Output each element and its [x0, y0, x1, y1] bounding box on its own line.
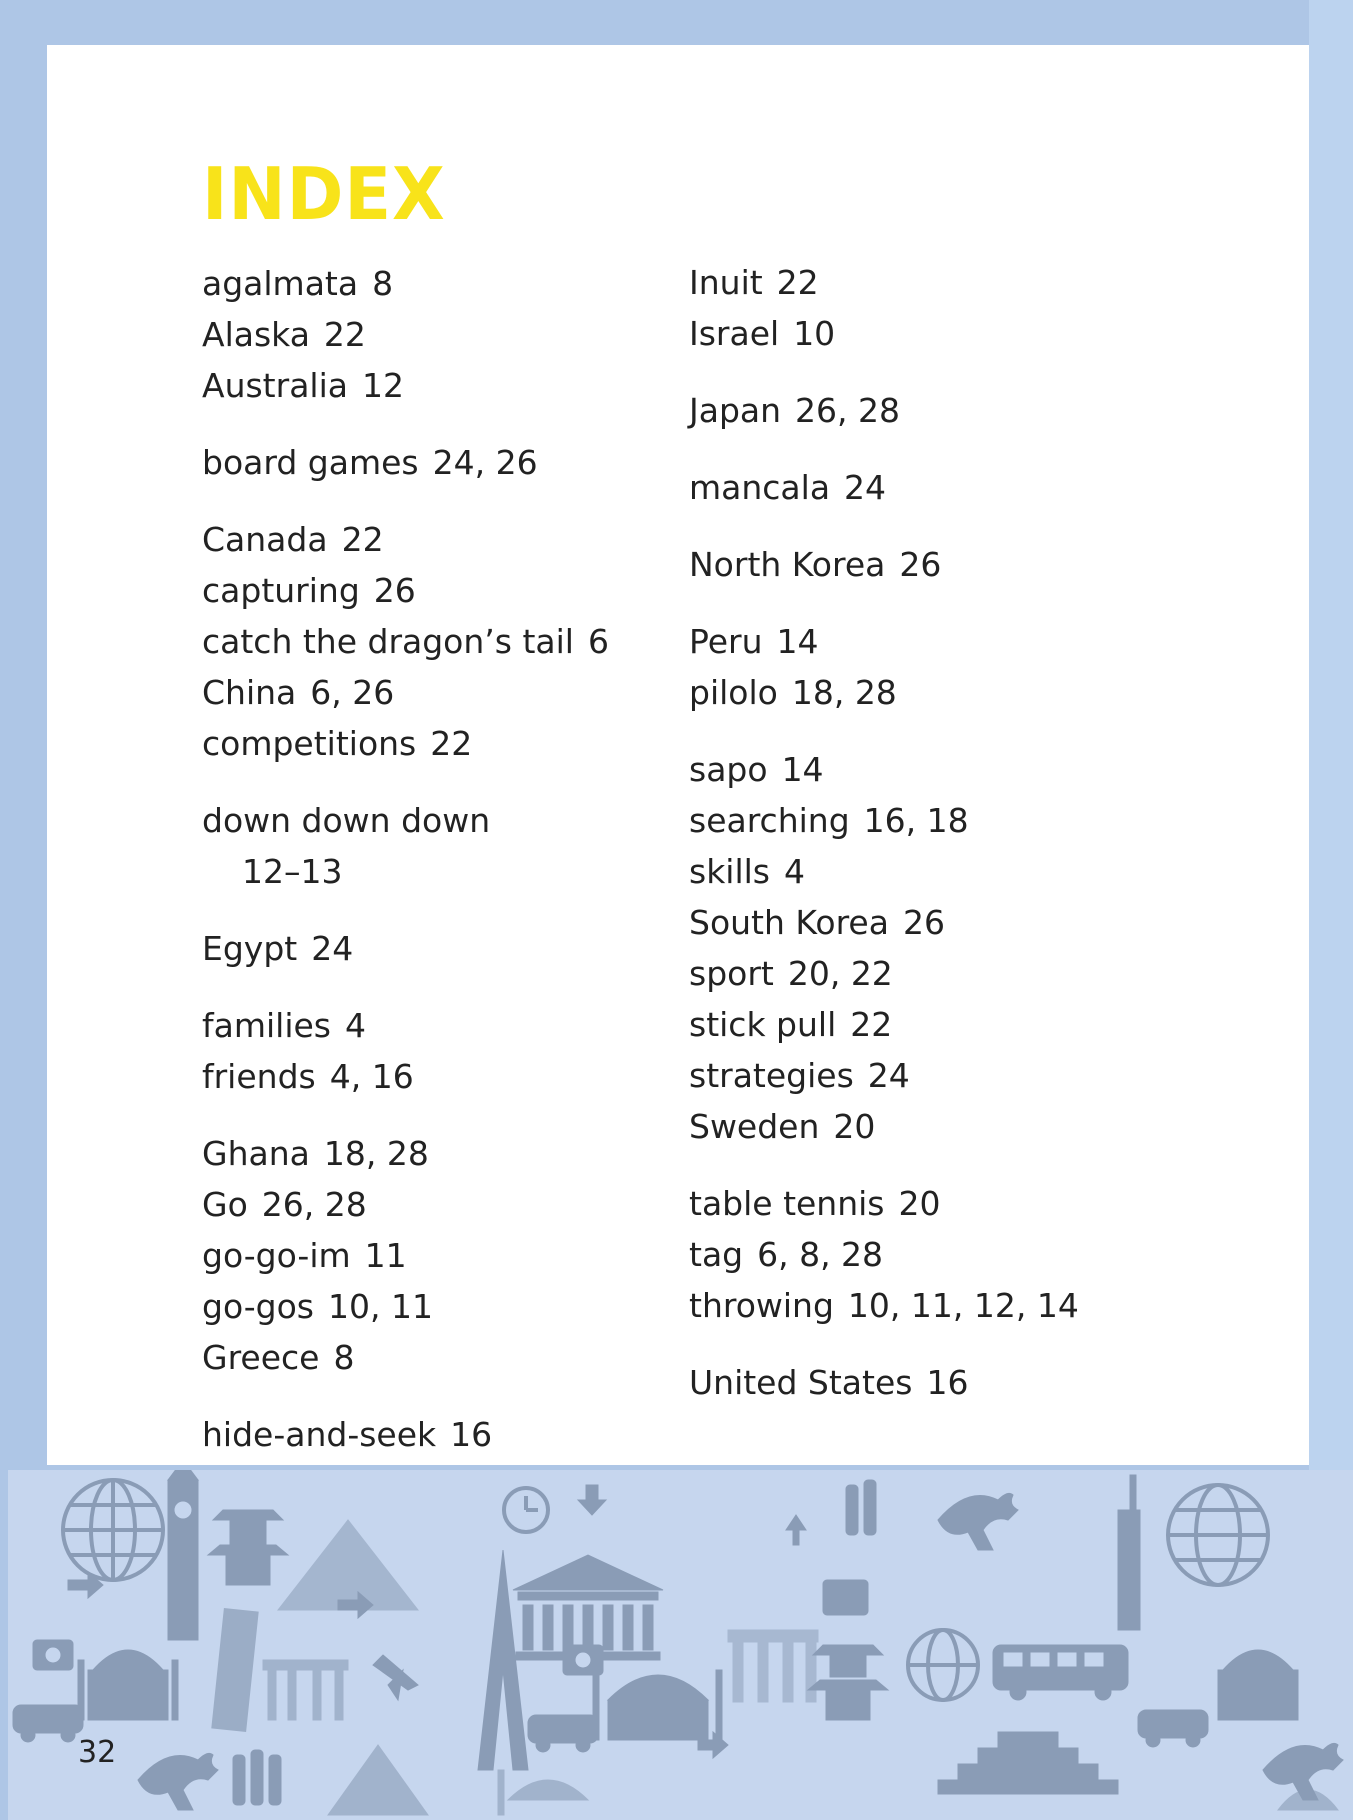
index-term: Egypt	[202, 929, 298, 968]
index-term: sport	[689, 954, 774, 993]
index-page-refs: 8	[372, 264, 394, 303]
index-entry	[689, 795, 1169, 846]
mosque-icon	[593, 1670, 722, 1740]
index-term: strategies	[689, 1056, 854, 1095]
index-entry	[689, 616, 1169, 667]
index-page-refs: 24	[844, 468, 887, 507]
index-page-refs: 6	[587, 622, 609, 661]
index-group	[202, 1128, 682, 1383]
index-page-refs: 24, 26	[432, 443, 538, 482]
index-term: agalmata	[202, 264, 359, 303]
index-entry	[689, 846, 1169, 897]
index-page-refs: 20	[898, 1184, 941, 1223]
index-group	[202, 923, 682, 974]
pyramid-icon	[938, 1732, 1118, 1794]
index-page-refs: 26	[902, 903, 945, 942]
taj-mahal-icon	[1218, 1650, 1298, 1720]
index-entry	[202, 1409, 682, 1460]
index-term: Peru	[689, 622, 763, 661]
kangaroo-icon	[938, 1493, 1018, 1550]
index-entry	[202, 667, 682, 718]
index-entry	[202, 1281, 682, 1332]
index-term: searching	[689, 801, 850, 840]
landmarks-pattern	[8, 1470, 1353, 1820]
index-column-left	[202, 258, 682, 1486]
index-page-refs: 16	[450, 1415, 493, 1454]
index-page-refs: 14	[776, 622, 819, 661]
index-entry	[689, 948, 1169, 999]
index-page-refs: 12–13	[242, 852, 343, 891]
index-term: Ghana	[202, 1134, 310, 1173]
index-term: table tennis	[689, 1184, 885, 1223]
index-page-refs: 16, 18	[863, 801, 969, 840]
index-group	[202, 795, 682, 897]
index-group	[689, 539, 1169, 590]
index-page-refs: 24	[867, 1056, 910, 1095]
index-entry	[202, 1128, 682, 1179]
index-page-refs: 12	[361, 366, 404, 405]
index-term: Japan	[689, 391, 782, 430]
index-entry	[689, 1050, 1169, 1101]
index-term: throwing	[689, 1286, 834, 1325]
index-group	[689, 1178, 1169, 1331]
clock-tower-icon	[168, 1470, 198, 1640]
index-term: families	[202, 1006, 331, 1045]
index-page-refs: 10, 11	[328, 1287, 433, 1326]
gate-icon	[728, 1630, 818, 1702]
index-entry	[689, 1101, 1169, 1152]
index-entry	[689, 539, 1169, 590]
bus-icon	[993, 1645, 1128, 1700]
index-term: pilolo	[689, 673, 778, 712]
index-entry	[689, 1357, 1169, 1408]
index-page-refs: 4, 16	[329, 1057, 414, 1096]
index-entry	[202, 309, 682, 360]
index-page-refs: 22	[430, 724, 473, 763]
index-entry	[202, 437, 682, 488]
index-page-refs: 10	[793, 314, 836, 353]
index-term: South Korea	[689, 903, 889, 942]
page-number: 32	[78, 1735, 117, 1770]
index-entry	[202, 795, 682, 897]
index-page-refs: 4	[784, 852, 806, 891]
index-page-refs: 26	[373, 571, 416, 610]
index-entry	[202, 1000, 682, 1051]
index-entry	[689, 897, 1169, 948]
index-term: tag	[689, 1235, 744, 1274]
pagoda-icon	[808, 1645, 888, 1720]
index-group	[202, 437, 682, 488]
index-term: stick pull	[689, 1005, 837, 1044]
index-entry	[689, 999, 1169, 1050]
index-page-refs: 24	[311, 929, 354, 968]
index-entry	[689, 1178, 1169, 1229]
index-entry	[202, 1051, 682, 1102]
index-page-refs: 22	[341, 520, 384, 559]
index-page-refs: 22	[776, 263, 819, 302]
suitcase-icon	[823, 1580, 868, 1615]
index-entry	[202, 360, 682, 411]
index-group	[202, 258, 682, 411]
index-group	[202, 514, 682, 769]
pyramid-icon	[278, 1520, 418, 1610]
index-term: sapo	[689, 750, 768, 789]
index-term: Sweden	[689, 1107, 820, 1146]
index-term: capturing	[202, 571, 360, 610]
index-group	[689, 616, 1169, 718]
mosque-icon	[498, 1770, 1338, 1815]
statue-of-liberty-icon	[1118, 1475, 1140, 1630]
index-term: United States	[689, 1363, 913, 1402]
airplane-icon	[373, 1655, 418, 1700]
pisa-tower-icon	[212, 1609, 258, 1732]
index-entry	[202, 1179, 682, 1230]
index-page-refs: 6, 8, 28	[757, 1235, 884, 1274]
index-term: Israel	[689, 314, 780, 353]
index-page-refs: 14	[781, 750, 824, 789]
index-page-refs: 22	[323, 315, 366, 354]
index-page-refs: 10, 11, 12, 14	[847, 1286, 1079, 1325]
index-entry	[689, 385, 1169, 436]
index-entry	[689, 744, 1169, 795]
index-entry	[689, 667, 1169, 718]
index-entry	[689, 308, 1169, 359]
index-page-refs: 11	[364, 1236, 407, 1275]
index-entry	[202, 718, 682, 769]
index-term: Go	[202, 1185, 248, 1224]
kangaroo-icon	[138, 1743, 1343, 1810]
index-term: friends	[202, 1057, 316, 1096]
index-term: Alaska	[202, 315, 310, 354]
index-page-refs: 8	[333, 1338, 355, 1377]
index-term: catch the dragon’s tail	[202, 622, 574, 661]
index-page-refs: 16	[926, 1363, 969, 1402]
index-page-refs: 26, 28	[795, 391, 901, 430]
index-term: China	[202, 673, 297, 712]
index-term: Inuit	[689, 263, 763, 302]
index-page-refs: 20	[833, 1107, 876, 1146]
brandenburg-gate-icon	[263, 1660, 348, 1720]
index-group	[689, 1357, 1169, 1408]
index-entry	[689, 1229, 1169, 1280]
index-page-refs: 20, 22	[787, 954, 893, 993]
index-term: hide-and-seek	[202, 1415, 437, 1454]
index-page-refs: 18, 28	[791, 673, 897, 712]
index-page-refs: 6, 26	[310, 673, 395, 712]
clock-icon	[504, 1488, 548, 1532]
index-term: Australia	[202, 366, 348, 405]
globe-icon	[1168, 1485, 1268, 1585]
index-group	[689, 385, 1169, 436]
index-entry	[202, 258, 682, 309]
taj-mahal-icon	[78, 1650, 178, 1720]
index-page-refs: 22	[850, 1005, 893, 1044]
index-page-refs: 26	[899, 545, 942, 584]
index-entry	[202, 514, 682, 565]
index-term: mancala	[689, 468, 831, 507]
index-term: skills	[689, 852, 771, 891]
index-entry	[202, 1332, 682, 1383]
page-title: INDEX	[202, 152, 446, 236]
globe-icon	[63, 1480, 163, 1580]
globe-icon	[908, 1630, 978, 1700]
index-entry	[689, 1280, 1169, 1331]
index-term: Canada	[202, 520, 328, 559]
index-page-refs: 18, 28	[323, 1134, 429, 1173]
index-term: go-go-im	[202, 1236, 351, 1275]
pagoda-icon	[208, 1510, 288, 1585]
index-term: down down down	[202, 801, 491, 840]
index-term: board games	[202, 443, 419, 482]
index-group	[689, 462, 1169, 513]
index-entry	[689, 257, 1169, 308]
index-term: go-gos	[202, 1287, 314, 1326]
travel-landmarks-band	[8, 1470, 1353, 1820]
index-term: North Korea	[689, 545, 886, 584]
index-entry	[202, 565, 682, 616]
index-page-refs: 26, 28	[261, 1185, 367, 1224]
index-column-right	[689, 257, 1169, 1434]
index-entry	[202, 1230, 682, 1281]
index-entry	[689, 462, 1169, 513]
mountain-icon	[328, 1745, 428, 1815]
parthenon-icon	[513, 1555, 663, 1660]
index-page-refs: 4	[345, 1006, 366, 1045]
index-group	[689, 257, 1169, 359]
index-group	[689, 744, 1169, 1152]
index-entry	[202, 616, 682, 667]
index-entry	[202, 923, 682, 974]
index-term: competitions	[202, 724, 417, 763]
index-group	[202, 1000, 682, 1102]
index-term: Greece	[202, 1338, 320, 1377]
index-group	[202, 1409, 682, 1460]
